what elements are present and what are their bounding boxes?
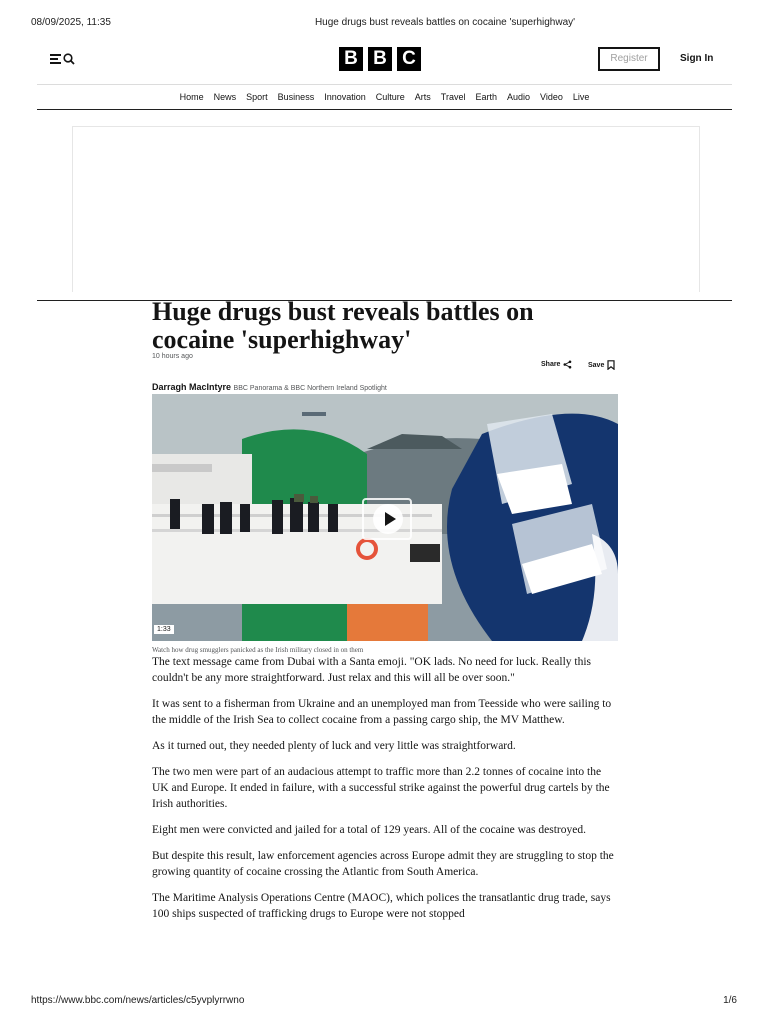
save-label: Save xyxy=(588,361,605,369)
byline xyxy=(152,382,618,394)
nav-item-business[interactable]: Business xyxy=(277,92,315,102)
author-role: BBC Panorama & BBC Northern Ireland Spotlight xyxy=(233,385,387,392)
share-label: Share xyxy=(541,361,561,368)
video-caption: Watch how drug smugglers panicked as the Irish military closed in on them xyxy=(152,646,364,654)
register-button[interactable]: Register xyxy=(598,47,660,71)
menu-search-button[interactable] xyxy=(50,51,80,69)
article-paragraph: Eight men were convicted and jailed for a total of 129 years. All of the cocaine was destroyed. xyxy=(152,824,586,836)
logo-letter: C xyxy=(397,47,421,71)
video-duration: 1:33 xyxy=(154,625,174,634)
article-body xyxy=(152,654,618,922)
author-name[interactable]: Darragh MacIntyre xyxy=(152,382,232,392)
nav-item-sport[interactable]: Sport xyxy=(246,92,268,102)
article xyxy=(152,298,618,932)
print-page-number: 1/6 xyxy=(723,995,737,1006)
play-icon xyxy=(373,504,403,534)
time-ago: 10 hours ago xyxy=(152,353,193,360)
article-paragraph: But despite this result, law enforcement agencies across Europe admit they are struggling to stop the growing quantity of cocaine crossing the Atlantic from South America. xyxy=(152,850,614,878)
share-button[interactable] xyxy=(541,360,572,369)
hero-video[interactable] xyxy=(152,394,618,641)
save-button[interactable] xyxy=(588,360,615,370)
article-paragraph: As it turned out, they needed plenty of luck and very little was straightforward. xyxy=(152,740,516,752)
nav-item-earth[interactable]: Earth xyxy=(475,92,497,102)
article-paragraph: The text message came from Dubai with a Santa emoji. "OK lads. No need for luck. Really this couldn't be any more straightforward. Just relax and this will all be over soon." xyxy=(152,656,592,684)
print-page-title: Huge drugs bust reveals battles on cocaine 'superhighway' xyxy=(314,17,576,28)
search-icon xyxy=(63,53,75,65)
print-url: https://www.bbc.com/news/articles/c5yvplyrrwno xyxy=(31,995,245,1006)
bookmark-icon xyxy=(607,360,615,370)
nav-item-home[interactable]: Home xyxy=(179,92,204,102)
nav-item-live[interactable]: Live xyxy=(572,92,590,102)
nav-item-innovation[interactable]: Innovation xyxy=(324,92,366,102)
ad-placeholder xyxy=(72,126,700,292)
logo-letter: B xyxy=(339,47,363,71)
nav-item-audio[interactable]: Audio xyxy=(506,92,530,102)
sign-in-link[interactable]: Sign In xyxy=(680,53,714,64)
play-button[interactable] xyxy=(362,498,412,540)
nav-item-news[interactable]: News xyxy=(213,92,237,102)
nav-item-video[interactable]: Video xyxy=(540,92,563,102)
article-meta xyxy=(152,354,618,380)
nav-item-travel[interactable]: Travel xyxy=(440,92,466,102)
masthead xyxy=(37,40,732,85)
nav-item-arts[interactable]: Arts xyxy=(414,92,431,102)
nav-item-culture[interactable]: Culture xyxy=(375,92,405,102)
logo-letter: B xyxy=(368,47,392,71)
print-header xyxy=(0,17,768,31)
article-paragraph: The Maritime Analysis Operations Centre (MAOC), which polices the transatlantic drug trade, says 100 ships suspected of trafficking drugs to Europe were not stopped xyxy=(152,892,611,920)
share-icon xyxy=(563,360,572,369)
article-paragraph: The two men were part of an audacious attempt to traffic more than 2.2 tonnes of cocaine into the UK and Europe. It ended in failure, with a successful strike against the powerful drug cartels by the Irish authorities. xyxy=(152,766,610,810)
article-headline: Huge drugs bust reveals battles on cocaine 'superhighway' xyxy=(152,297,534,354)
main-nav xyxy=(37,85,732,110)
print-datetime: 08/09/2025, 11:35 xyxy=(31,17,111,28)
menu-icon xyxy=(50,54,61,64)
bbc-logo[interactable] xyxy=(339,47,421,71)
article-paragraph: It was sent to a fisherman from Ukraine and an unemployed man from Teesside who were sailing to the middle of the Irish Sea to collect cocaine from a passing cargo ship, the MV Matthew. xyxy=(152,698,612,726)
